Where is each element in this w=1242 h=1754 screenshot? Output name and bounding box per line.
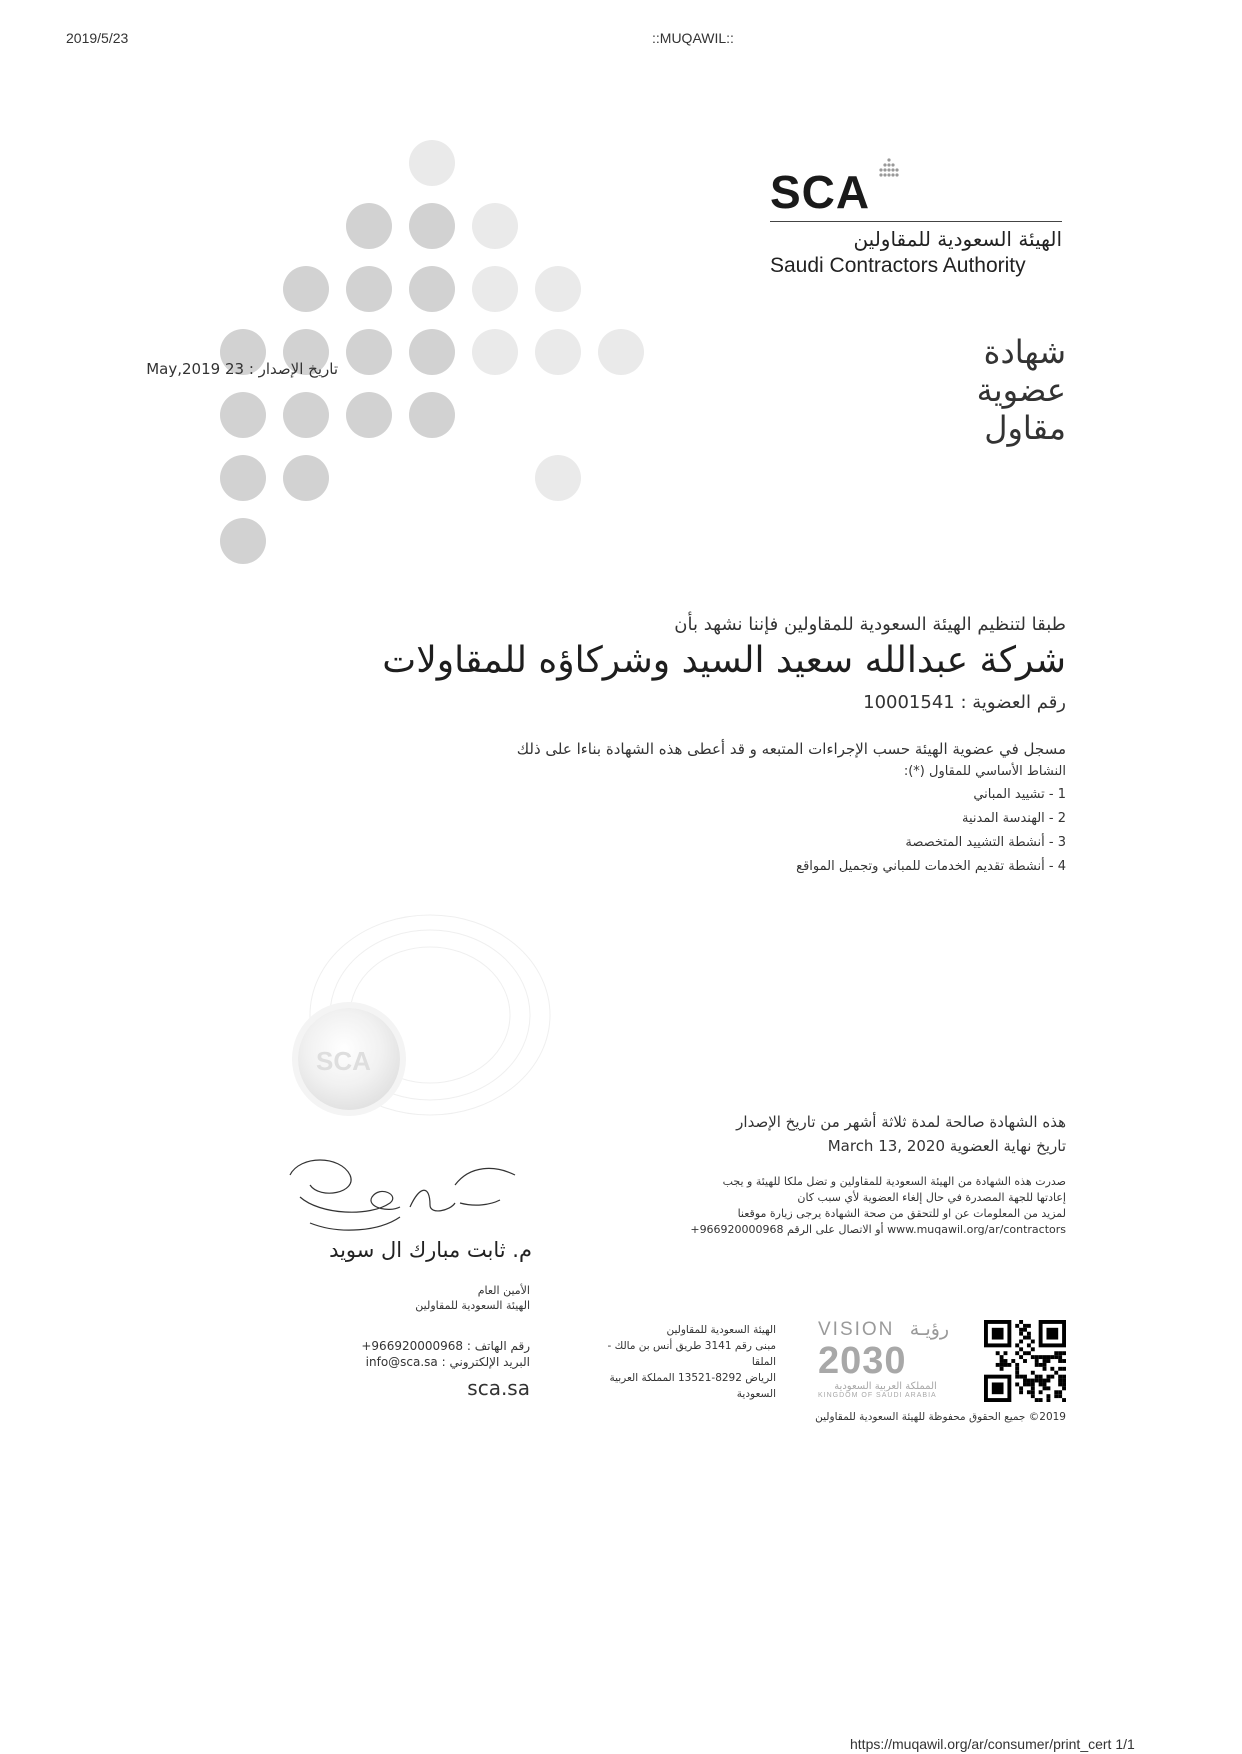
decorative-dot <box>283 455 329 501</box>
vision-2030-logo <box>818 1318 953 1399</box>
validity-statement: هذه الشهادة صالحة لمدة ثلاثة أشهر من تاريخ الإصدار <box>736 1113 1066 1131</box>
decorative-dot <box>409 266 455 312</box>
website-link[interactable]: sca.sa <box>467 1376 530 1400</box>
note-line: www.muqawil.org/ar/contractors أو الاتصال على الرقم 966920000968+ <box>690 1223 1066 1236</box>
membership-end-date: تاريخ نهاية العضوية March 13, 2020 <box>827 1137 1066 1155</box>
vision-title <box>818 1318 953 1341</box>
certificate-notes <box>690 1174 1066 1238</box>
address-line: الهيئة السعودية للمقاولين <box>666 1324 776 1336</box>
sca-logo-text: SCA <box>770 166 871 218</box>
signatory-title-block <box>415 1283 530 1313</box>
vision-year: 2030 <box>818 1340 907 1382</box>
decorative-dot <box>220 392 266 438</box>
address-line: مبنى رقم 3141 طريق أنس بن مالك - الملقا <box>607 1340 776 1368</box>
print-site-name: ::MUQAWIL:: <box>652 30 734 46</box>
decorative-dot <box>346 329 392 375</box>
decorative-dot <box>472 203 518 249</box>
contact-block <box>361 1338 530 1370</box>
qr-code-icon[interactable] <box>984 1320 1066 1402</box>
membership-number: رقم العضوية : 10001541 <box>863 692 1066 713</box>
note-line: صدرت هذه الشهادة من الهيئة السعودية للمقاولين و تضل ملكا للهيئة و يجب <box>722 1175 1066 1188</box>
activity-item: 3 - أنشطة التشييد المتخصصة <box>905 835 1066 850</box>
seal-text: SCA <box>316 1046 371 1076</box>
print-date: 2019/5/23 <box>66 30 129 46</box>
decorative-dot <box>220 518 266 564</box>
activity-item: 1 - تشييد المباني <box>973 787 1066 802</box>
decorative-dot <box>472 266 518 312</box>
activities-heading: النشاط الأساسي للمقاول (*): <box>903 764 1066 779</box>
vision-label-ar: رؤيـة <box>909 1319 950 1340</box>
decorative-dot <box>346 392 392 438</box>
sca-seal <box>298 1008 400 1110</box>
certificate-title <box>866 333 1066 447</box>
activity-item: 2 - الهندسة المدنية <box>962 811 1066 826</box>
decorative-dot <box>535 266 581 312</box>
signatory-name: م. ثابت مبارك ال سويد <box>329 1238 532 1262</box>
signature-image <box>280 1145 540 1245</box>
certificate-title-line: شهادة <box>983 333 1066 371</box>
sca-logo <box>770 165 870 219</box>
decorative-dot <box>472 329 518 375</box>
issue-date: تاريخ الإصدار : 23 May,2019 <box>146 360 338 378</box>
signatory-title: الأمين العام <box>477 1284 530 1297</box>
address-block <box>591 1322 776 1402</box>
registration-statement: مسجل في عضوية الهيئة حسب الإجراءات المتبعه و قد أعطى هذه الشهادة بناءا على ذلك <box>516 740 1066 758</box>
print-footer-url: https://muqawil.org/ar/consumer/print_cert 1/1 <box>850 1736 1135 1752</box>
certificate-title-line: عضوية <box>976 371 1066 409</box>
activities-list <box>796 787 1066 883</box>
contact-email: البريد الإلكتروني : info@sca.sa <box>365 1355 530 1369</box>
decorative-dot <box>409 392 455 438</box>
certificate-intro: طبقا لتنظيم الهيئة السعودية للمقاولين فإننا نشهد بأن <box>674 614 1066 635</box>
note-line: لمزيد من المعلومات عن او للتحقق من صحة الشهادة يرجى زيارة موقعنا <box>737 1207 1066 1220</box>
vision-country-ar: المملكة العربية السعودية <box>834 1381 937 1392</box>
company-name: شركة عبدالله سعيد السيد وشركاؤه للمقاولات <box>382 640 1066 681</box>
decorative-dot <box>409 203 455 249</box>
decorative-dot <box>220 455 266 501</box>
decorative-dot <box>535 455 581 501</box>
logo-name-english: Saudi Contractors Authority <box>770 254 1026 277</box>
decorative-dot <box>283 392 329 438</box>
note-line: إعادتها للجهة المصدرة في حال إلغاء العضوية لأي سبب كان <box>797 1191 1066 1204</box>
logo-divider <box>770 221 1062 222</box>
sca-logo-dots-icon <box>876 157 902 181</box>
copyright: 2019© جميع الحقوق محفوظة للهيئة السعودية للمقاولين <box>815 1411 1066 1423</box>
address-line: الرياض 8292-13521 المملكة العربية السعودية <box>609 1372 776 1400</box>
decorative-dot <box>409 140 455 186</box>
decorative-dot <box>346 266 392 312</box>
decorative-dot <box>598 329 644 375</box>
decorative-dot <box>409 329 455 375</box>
signatory-organization: الهيئة السعودية للمقاولين <box>415 1299 530 1312</box>
contact-phone: رقم الهاتف : 966920000968+ <box>361 1339 530 1353</box>
decorative-dot <box>346 203 392 249</box>
certificate-title-line: مقاول <box>984 409 1066 447</box>
vision-country-en: KINGDOM OF SAUDI ARABIA <box>818 1392 937 1399</box>
decorative-dot <box>535 329 581 375</box>
decorative-dot <box>283 266 329 312</box>
activity-item: 4 - أنشطة تقديم الخدمات للمباني وتجميل المواقع <box>796 859 1066 874</box>
vision-label-en: VISION <box>818 1319 895 1340</box>
logo-name-arabic: الهيئة السعودية للمقاولين <box>853 227 1062 251</box>
